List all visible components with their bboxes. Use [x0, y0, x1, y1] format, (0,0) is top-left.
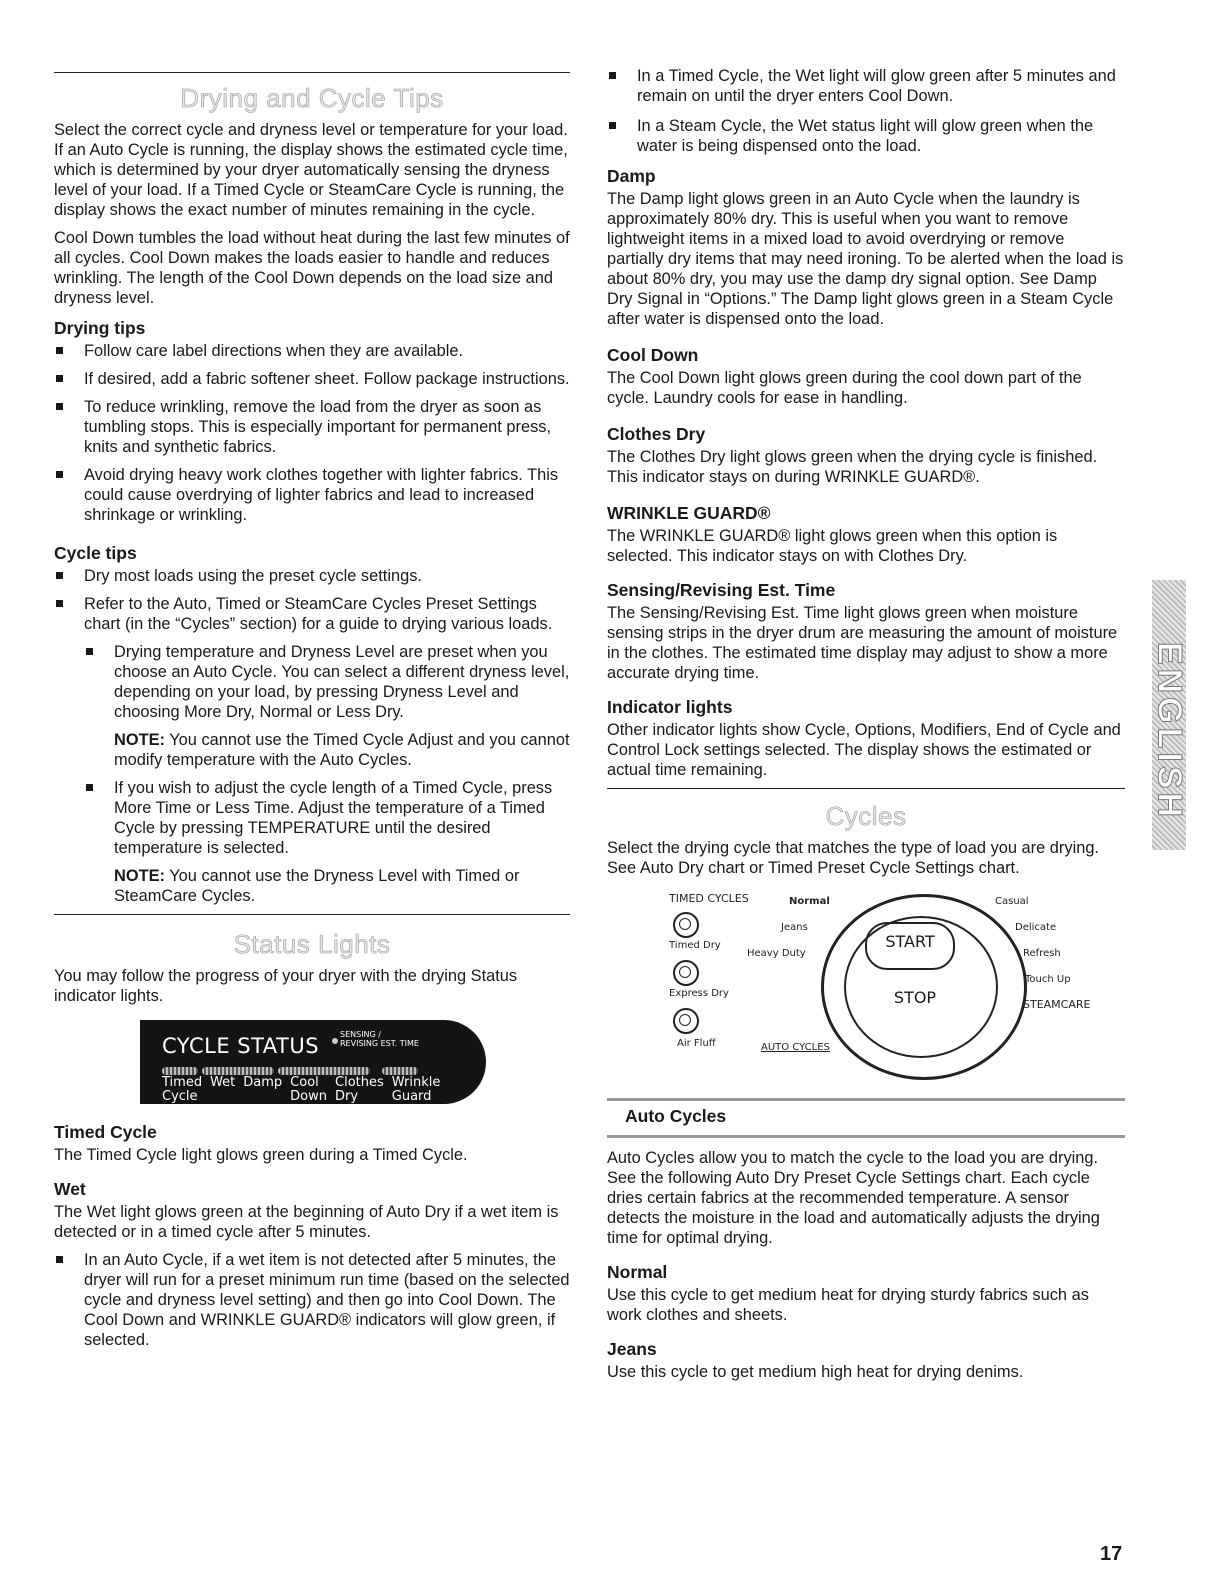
timed-dry-label: Timed Dry: [669, 940, 721, 951]
note-label: NOTE:: [114, 731, 165, 749]
section-rule: [54, 914, 570, 915]
auto-cycles-text: Auto Cycles allow you to match the cycle to the load you are drying. See the following Auto Dry Preset Cycle Settings chart. Each cycle dries certain fabrics at the recommended temperature. A sensor detects the moisture in the load and automatically adjusts the drying time for optimal drying.: [607, 1149, 1100, 1247]
normal-text: Use this cycle to get medium heat for drying sturdy fabrics such as work clothes and sheets.: [607, 1286, 1089, 1324]
drying-cycle-tips-title: Drying and Cycle Tips: [180, 83, 444, 113]
auto-cycles-bar: [607, 1098, 1125, 1138]
wet-more-list: [607, 66, 1125, 156]
right-column: [607, 60, 1125, 1390]
stop-button-icon: STOP: [893, 988, 937, 1007]
clothes-dry-text: The Clothes Dry light glows green when the drying cycle is finished. This indicator stays on during WRINKLE GUARD®.: [607, 448, 1098, 486]
list-item: In a Steam Cycle, the Wet status light will glow green when the water is being dispensed onto the load.: [607, 116, 1125, 156]
jeans-heading: Jeans: [607, 1339, 657, 1359]
note-text: You cannot use the Dryness Level with Timed or SteamCare Cycles.: [114, 867, 520, 905]
cool-down-heading: Cool Down: [607, 345, 699, 365]
drying-tips-heading: Drying tips: [54, 318, 146, 338]
touch-up-label: Touch Up: [1025, 974, 1071, 985]
sensing-label: [340, 1030, 419, 1048]
cycle-subtips-list: [84, 642, 570, 722]
cycle-subtips-list-2: [84, 778, 570, 858]
wrinkle-guard-heading: WRINKLE GUARD®: [607, 503, 771, 523]
casual-label: Casual: [995, 896, 1029, 907]
cool-down-text: The Cool Down light glows green during the cool down part of the cycle. Laundry cools for ease in handling.: [607, 369, 1082, 407]
section-rule: [607, 788, 1125, 789]
delicate-label: Delicate: [1015, 922, 1057, 933]
list-item: In an Auto Cycle, if a wet item is not detected after 5 minutes, the dryer will run for a preset minimum run time (based on the selected cycle and dryness level setting) and then go into Cool Down. The Cool Down and WRINKLE GUARD® indicators will glow green, if selected.: [54, 1250, 570, 1350]
left-column: [54, 60, 570, 1358]
jeans-label: Jeans: [781, 922, 808, 933]
cycle-tips-list: [54, 566, 570, 634]
status-light-icon: [162, 1067, 198, 1075]
list-item: If desired, add a fabric softener sheet. Follow package instructions.: [54, 369, 570, 389]
damp-heading: Damp: [607, 166, 656, 186]
heavy-duty-label: Heavy Duty: [747, 948, 806, 959]
sensing-heading: Sensing/Revising Est. Time: [607, 580, 836, 600]
wrinkle-guard-text: The WRINKLE GUARD® light glows green when this option is selected. This indicator stays on with Clothes Dry.: [607, 527, 1058, 565]
wet-list: [54, 1250, 570, 1350]
panel-title: CYCLE STATUS: [162, 1034, 320, 1058]
status-label: Wrinkle Guard: [391, 1075, 441, 1104]
status-intro: You may follow the progress of your dryer with the drying Status indicator lights.: [54, 967, 518, 1005]
section-rule: [54, 72, 570, 73]
wet-text: The Wet light glows green at the beginning of Auto Dry if a wet item is detected or in a timed cycle after 5 minutes.: [54, 1203, 559, 1241]
status-label: Cool Down: [290, 1075, 328, 1104]
status-label: Wet: [210, 1075, 236, 1090]
status-lights-title: Status Lights: [233, 929, 391, 959]
list-item: Avoid drying heavy work clothes together with lighter fabrics. This could cause overdrying of lighter fabrics and lead to increased shrinkage or wrinkling.: [54, 465, 570, 525]
indicator-lights-heading: Indicator lights: [607, 697, 733, 717]
cycle-status-panel: [140, 1020, 486, 1104]
list-item: To reduce wrinkling, remove the load from the dryer as soon as tumbling stops. This is especially important for permanent press, knits and synthetic fabrics.: [54, 397, 570, 457]
cycles-intro: Select the drying cycle that matches the type of load you are drying. See Auto Dry chart or Timed Preset Cycle Settings chart.: [607, 839, 1099, 877]
timed-dry-knob-icon: [673, 912, 699, 938]
sensing-text: The Sensing/Revising Est. Time light glows green when moisture sensing strips in the dryer drum are measuring the amount of moisture in the clothes. The estimated time display may adjust to show a more accurate drying time.: [607, 604, 1118, 682]
note-text: You cannot use the Timed Cycle Adjust and you cannot modify temperature with the Auto Cycles.: [114, 731, 570, 769]
language-side-tab-label: ENGLISH: [1150, 641, 1189, 822]
list-item: Refer to the Auto, Timed or SteamCare Cycles Preset Settings chart (in the “Cycles” section) for a guide to drying various loads.: [54, 594, 570, 634]
intro-paragraph: Select the correct cycle and dryness level or temperature for your load. If an Auto Cycle is running, the display shows the estimated cycle time, which is determined by your dryer automatically sensing the dryness level of your load. If a Timed Cycle or SteamCare Cycle is running, the display shows the exact number of minutes remaining in the cycle.: [54, 121, 568, 219]
note-1: [54, 730, 570, 770]
status-light-icon: [278, 1067, 370, 1075]
sensing-light-icon: [332, 1038, 338, 1044]
cycles-title: Cycles: [825, 801, 907, 831]
air-fluff-label: Air Fluff: [677, 1038, 716, 1049]
status-label: Damp: [243, 1075, 283, 1090]
status-label: Clothes Dry: [335, 1075, 384, 1104]
auto-cycles-heading: Auto Cycles: [625, 1106, 727, 1126]
cooldown-paragraph: Cool Down tumbles the load without heat during the last few minutes of all cycles. Cool Down makes the loads easier to handle and reduces wrinkling. The length of the Cool Down depends on the load size and dryness level.: [54, 229, 570, 307]
timed-cycle-heading: Timed Cycle: [54, 1122, 157, 1142]
timed-cycles-label: TIMED CYCLES: [669, 892, 749, 905]
sensing-line: REVISING EST. TIME: [340, 1039, 419, 1048]
auto-cycles-label: AUTO CYCLES: [761, 1042, 830, 1053]
list-item: If you wish to adjust the cycle length of a Timed Cycle, press More Time or Less Time. Adjust the temperature of a Timed Cycle by pressing TEMPERATURE until the desired temperature is selected.: [84, 778, 570, 858]
page-number: 17: [1100, 1543, 1123, 1565]
list-item: Dry most loads using the preset cycle settings.: [54, 566, 570, 586]
damp-text: The Damp light glows green in an Auto Cycle when the laundry is approximately 80% dry. This is useful when you want to remove lightweight items in a mixed load to avoid overdrying or remove partially dry items that may need ironing. To be alerted when the load is about 80% dry, you may use the damp dry signal option. See Damp Dry Signal in “Options.” The Damp light glows green in a Steam Cycle after water is dispensed onto the load.: [607, 190, 1124, 328]
drying-tips-list: [54, 341, 570, 525]
list-item: Follow care label directions when they are available.: [54, 341, 570, 361]
sensing-line: SENSING /: [340, 1030, 381, 1039]
air-fluff-knob-icon: [673, 1008, 699, 1034]
status-label: Timed Cycle: [162, 1075, 203, 1104]
steamcare-label: STEAMCARE: [1023, 998, 1091, 1011]
timed-cycle-text: The Timed Cycle light glows green during a Timed Cycle.: [54, 1146, 468, 1164]
indicator-lights-text: Other indicator lights show Cycle, Options, Modifiers, End of Cycle and Control Lock settings selected. The display shows the estimated or actual time remaining.: [607, 721, 1121, 779]
refresh-label: Refresh: [1023, 948, 1061, 959]
status-labels: [162, 1076, 440, 1104]
cycle-tips-heading: Cycle tips: [54, 543, 137, 563]
express-dry-label: Express Dry: [669, 988, 729, 999]
cycle-dial-diagram: [669, 888, 1089, 1088]
note-label: NOTE:: [114, 867, 165, 885]
status-light-icon: [202, 1067, 274, 1075]
list-item: In a Timed Cycle, the Wet light will glow green after 5 minutes and remain on until the dryer enters Cool Down.: [607, 66, 1125, 106]
list-item: Drying temperature and Dryness Level are preset when you choose an Auto Cycle. You can select a different dryness level, depending on your load, by pressing Dryness Level and choosing More Dry, Normal or Less Dry.: [84, 642, 570, 722]
normal-label: Normal: [789, 896, 830, 907]
express-dry-knob-icon: [673, 960, 699, 986]
normal-heading: Normal: [607, 1262, 668, 1282]
wet-heading: Wet: [54, 1179, 86, 1199]
status-light-strip: [162, 1067, 452, 1075]
clothes-dry-heading: Clothes Dry: [607, 424, 706, 444]
start-button-icon: START: [865, 922, 955, 970]
status-light-icon: [382, 1067, 418, 1075]
jeans-text: Use this cycle to get medium high heat for drying denims.: [607, 1363, 1024, 1381]
note-2: [54, 866, 570, 906]
